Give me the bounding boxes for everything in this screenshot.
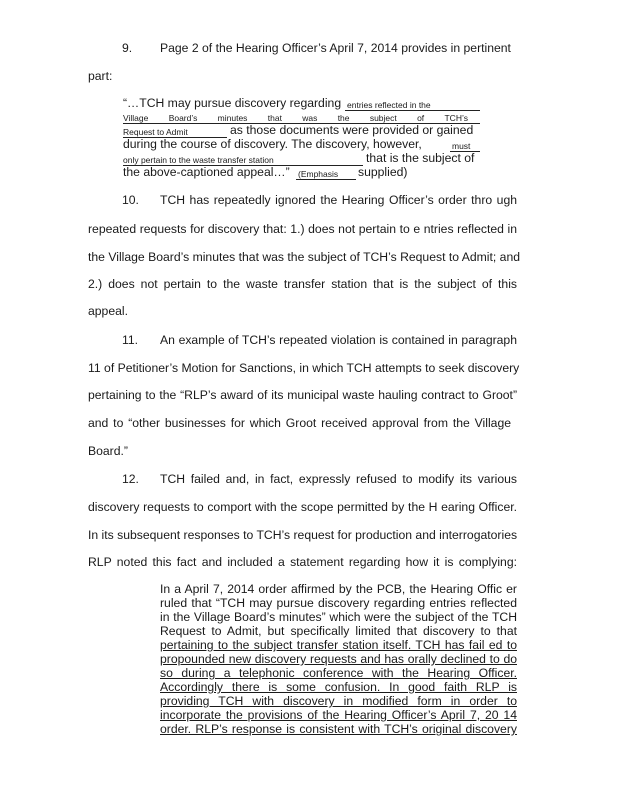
quote1-line-6c: supplied): [358, 165, 408, 179]
paragraph-10-line-4: 2.) does not pertain to the waste transfer station that is the subject of this: [88, 277, 517, 291]
quote2-line-4: Request to Admit, but specifically limited that discovery to that: [160, 624, 517, 638]
quote1-word: of: [417, 113, 425, 123]
quote1-line-1b: entries reflected in the: [347, 100, 431, 110]
paragraph-11-line-3: pertaining to the “RLP’s award of its municipal waste hauling contract to Groot”: [88, 388, 517, 402]
quote1-line-3b: as those documents were provided or gained: [230, 123, 474, 137]
paragraph-12-line-1: TCH failed and, in fact, expressly refused to modify its various: [160, 472, 517, 486]
quote1-word: TCH’s: [444, 113, 468, 123]
paragraph-9-line-2: part:: [88, 69, 113, 83]
paragraph-11-line-2: 11 of Petitioner’s Motion for Sanctions, in which TCH attempts to seek discovery: [88, 361, 520, 375]
quote1-underline-1: [345, 110, 480, 111]
quote2-line-8: Accordingly there is some confusion. In good faith RLP is: [160, 680, 517, 694]
quote1-word: minutes: [217, 113, 248, 123]
paragraph-11-line-5: Board.”: [88, 444, 128, 458]
quote2-line-3: in the Village Board’s minutes” which were the subject of the TCH: [160, 610, 517, 624]
quote1-line-1a: “…TCH may pursue discovery regarding: [123, 96, 342, 110]
quote1-line-5a: only pertain to the waste transfer station: [123, 155, 274, 165]
quote1-line-6a: the above-captioned appeal…”: [123, 165, 290, 179]
quote2-line-6: propounded new discovery requests and has orally declined to do: [160, 652, 517, 666]
quote1-line-4b: must: [452, 141, 471, 151]
quote1-line-4: during the course of discovery. The discovery, however,: [123, 137, 422, 151]
paragraph-9-number: 9.: [122, 41, 133, 55]
quote2-line-2: ruled that “TCH may pursue discovery regarding entries reflected: [160, 596, 517, 610]
quote2-line-7: so during a telephonic conference with the Hearing Officer.: [160, 666, 517, 680]
quote2-line-11: order. RLP’s response is consistent with TCH’s original discovery: [160, 722, 517, 736]
paragraph-11-line-4: and to “other businesses for which Groot received approval from the Village: [88, 416, 511, 430]
quote1-word: Board’s: [168, 113, 198, 123]
paragraph-12-line-4: RLP noted this fact and included a statement regarding how it is complying:: [88, 555, 517, 569]
quote1-underline-6: [296, 179, 356, 180]
paragraph-11-number: 11.: [122, 333, 139, 347]
paragraph-12-line-2: discovery requests to comport with the scope permitted by the H earing Officer.: [88, 500, 517, 514]
paragraph-10-line-2: repeated requests for discovery that: 1.) does not pertain to e ntries reflected in: [88, 222, 517, 236]
quote2-line-5: pertaining to the subject transfer station itself. TCH has fail ed to: [160, 638, 517, 652]
quote1-word: subject: [369, 113, 397, 123]
paragraph-10-line-3: the Village Board’s minutes that was the subject of TCH’s Request to Admit; and: [88, 250, 520, 264]
quote1-word: the: [337, 113, 350, 123]
quote1-word: was: [302, 113, 318, 123]
quote2-line-10: incorporate the provisions of the Hearing Officer’s April 7, 20 14: [160, 708, 517, 722]
paragraph-10-number: 10.: [122, 193, 139, 207]
quote1-word: that: [267, 113, 282, 123]
paragraph-9-line-1: Page 2 of the Hearing Officer’s April 7, 2014 provides in pertinent: [160, 41, 511, 55]
quote1-line-3a: Request to Admit: [123, 127, 188, 137]
quote1-line-5b: that is the subject of: [366, 151, 475, 165]
paragraph-12-line-3: In its subsequent responses to TCH’s request for production and interrogatories: [88, 528, 518, 542]
quote2-line-1: In a April 7, 2014 order affirmed by the PCB, the Hearing Offic er: [160, 582, 517, 596]
quote1-line-6b: (Emphasis: [298, 169, 339, 179]
paragraph-10-line-1: TCH has repeatedly ignored the Hearing Officer’s order thro ugh: [160, 193, 517, 207]
paragraph-12-number: 12.: [122, 472, 139, 486]
paragraph-11-line-1: An example of TCH’s repeated violation is contained in paragraph: [160, 333, 517, 347]
quote2-line-9: providing TCH with discovery in modified form in order to: [160, 694, 517, 708]
quote1-word: Village: [123, 113, 149, 123]
paragraph-10-line-5: appeal.: [88, 304, 128, 318]
